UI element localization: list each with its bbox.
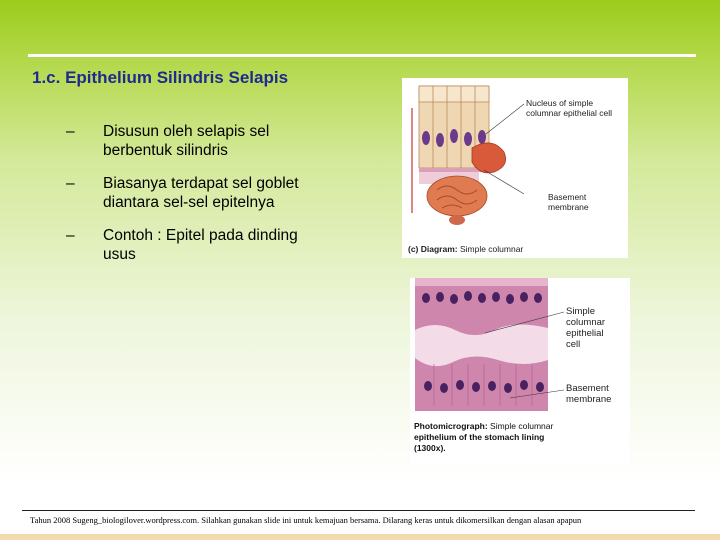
bullet-text-line: Disusun oleh selapis sel: [103, 123, 270, 140]
slide-title: 1.c. Epithelium Silindris Selapis: [32, 68, 289, 87]
photomicrograph-caption-bold: Photomicrograph:: [414, 421, 488, 431]
diagram-figure: [402, 78, 628, 258]
nucleus-label-line: Nucleus of simple: [526, 98, 594, 108]
photomicrograph-caption-line: (1300x).: [414, 443, 446, 453]
footer-text: Tahun 2008 Sugeng_biologilover.wordpress.com. Silahkan gunakan slide ini untuk kemajuan bersama. Dilarang keras untuk dikomersilkan dengan alasan apapun: [30, 515, 582, 525]
bullet-item: [66, 122, 366, 160]
micro-basement-label-line: membrane: [566, 394, 612, 405]
diagram-caption: [408, 244, 523, 254]
diagram-caption-bold: (c) Diagram:: [408, 244, 458, 254]
bullet-text-line: usus: [103, 246, 136, 263]
bullet-list: [66, 122, 366, 278]
photomicrograph-figure: [410, 278, 630, 463]
bullet-item: [66, 174, 366, 212]
bullet-dash: –: [66, 123, 75, 140]
epithelial-cell-label-line: Simple: [566, 306, 596, 317]
basement-label-line: Basement: [548, 192, 587, 202]
bottom-strip: [0, 534, 720, 540]
bullet-text-line: Contoh : Epitel pada dinding: [103, 227, 298, 244]
nucleus-label-line: columnar epithelial cell: [526, 108, 612, 118]
bullet-text-line: Biasanya terdapat sel goblet: [103, 175, 299, 192]
photomicrograph-caption-text: Simple columnar: [487, 421, 554, 431]
epithelial-cell-label: [566, 306, 605, 350]
footer-divider: [22, 510, 695, 511]
nucleus-label: [526, 98, 612, 118]
bullet-dash: –: [66, 227, 75, 244]
title-divider: [28, 54, 696, 57]
basement-label-line: membrane: [548, 202, 589, 212]
micro-basement-label: [566, 383, 611, 405]
basement-label: [548, 192, 589, 212]
epithelial-cell-label-line: columnar: [566, 317, 606, 328]
epithelial-cell-label-line: epithelial: [566, 328, 604, 339]
bullet-text-line: diantara sel-sel epitelnya: [103, 194, 275, 211]
epithelial-cell-label-line: cell: [566, 339, 581, 350]
photomicrograph-caption: [414, 421, 553, 454]
photomicrograph-caption-line: epithelium of the stomach lining: [414, 432, 545, 442]
bullet-text-line: berbentuk silindris: [103, 142, 228, 159]
photomicrograph-caption-line: [414, 421, 553, 432]
bullet-item: [66, 226, 366, 264]
micro-basement-label-line: Basement: [566, 383, 609, 394]
diagram-caption-text: Simple columnar: [457, 244, 524, 254]
bullet-dash: –: [66, 175, 75, 192]
